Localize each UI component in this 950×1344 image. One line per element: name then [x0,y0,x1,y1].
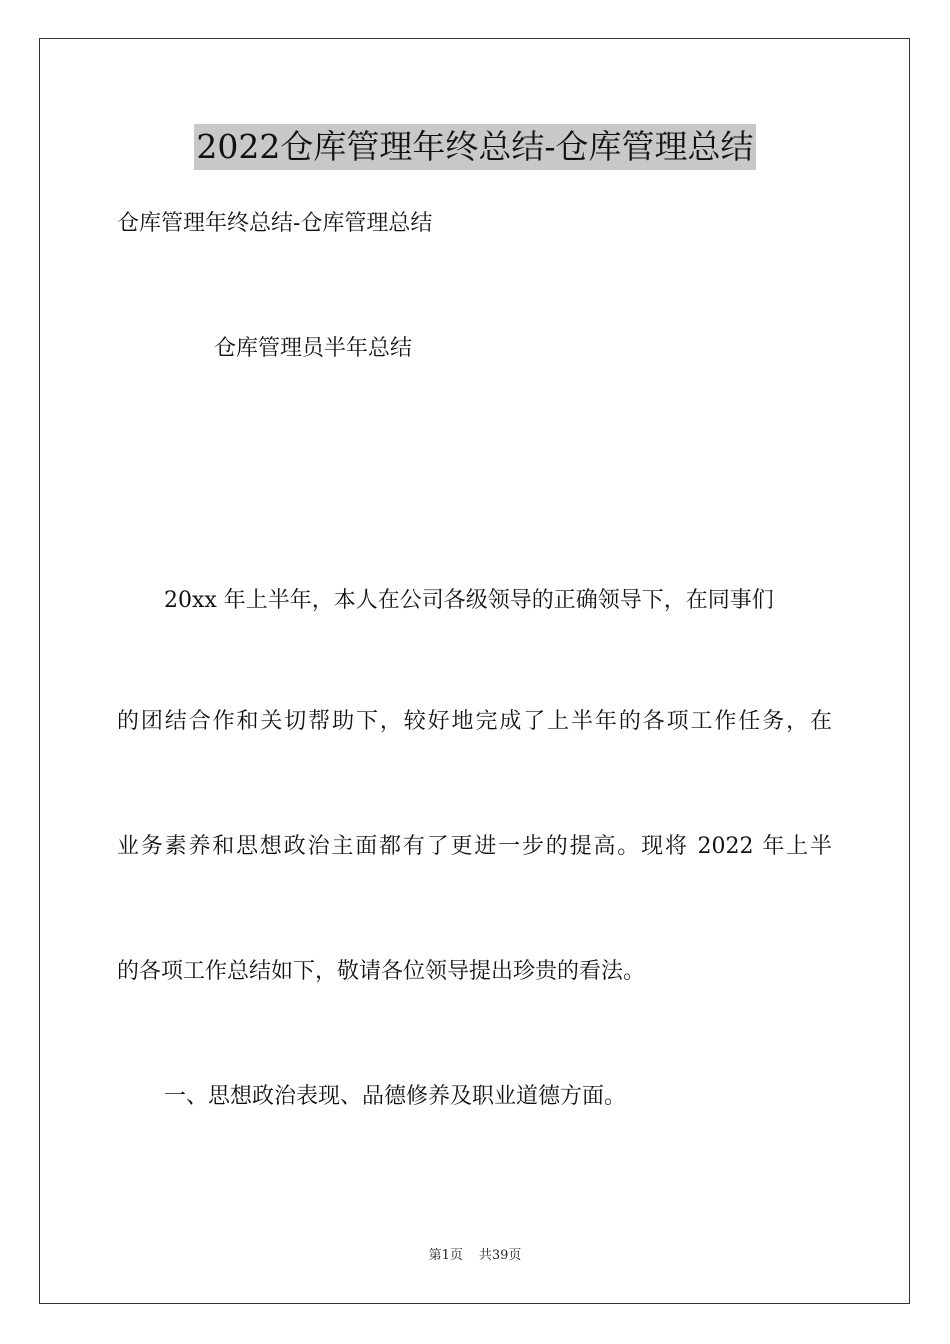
paragraph-line-2: 的团结合作和关切帮助下，较好地完成了上半年的各项工作任务，在 [117,709,832,734]
page-number: 第1页 [428,1248,463,1263]
document-title [0,124,950,170]
paragraph-line-3: 业务素养和思想政治主面都有了更进一步的提高。现将 2022 年上半 [117,834,832,859]
document-subtitle: 仓库管理年终总结-仓库管理总结 [117,211,433,236]
page-footer [0,1247,950,1265]
paragraph-line-4: 的各项工作总结如下，敬请各位领导提出珍贵的看法。 [117,959,646,984]
page-total: 共39页 [478,1248,522,1263]
section-heading: 仓库管理员半年总结 [214,336,413,361]
document-title-text: 2022仓库管理年终总结-仓库管理总结 [194,124,755,170]
paragraph-line-1: 20xx 年上半年，本人在公司各级领导的正确领导下，在同事们 [164,588,774,613]
item-heading: 一、思想政治表现、品德修养及职业道德方面。 [164,1084,627,1109]
